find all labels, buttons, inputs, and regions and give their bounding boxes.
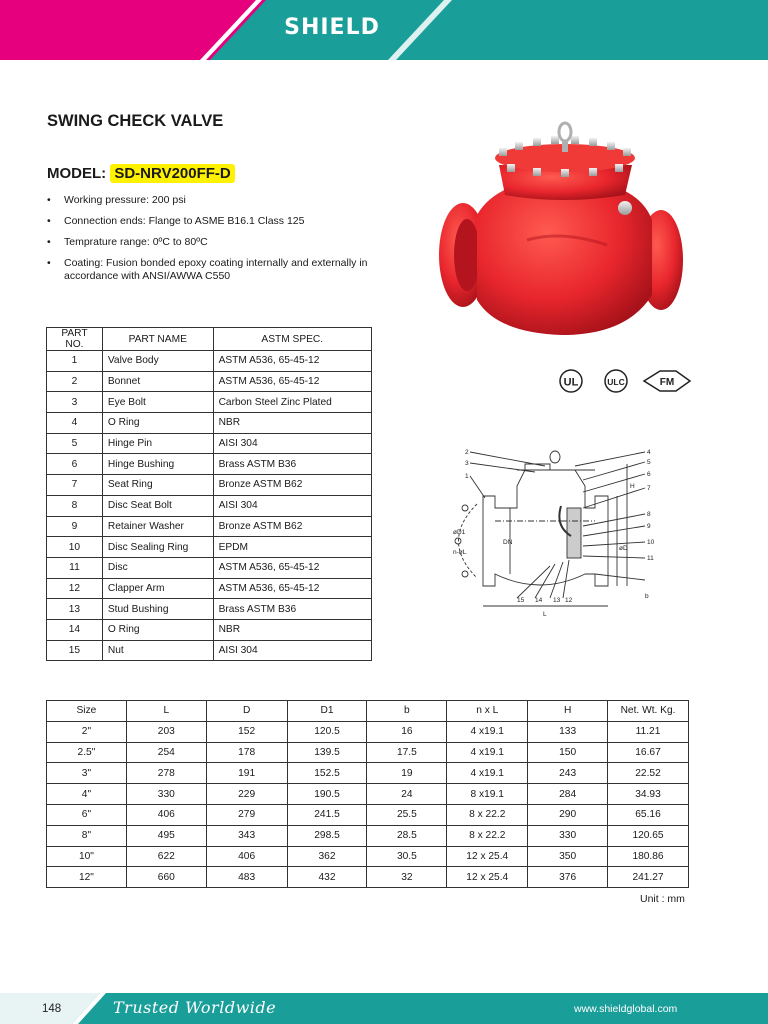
parts-table-cell: ASTM A536, 65-45-12 (213, 557, 371, 578)
ul-mark (560, 370, 582, 392)
dimension-table-cell: 10" (47, 846, 127, 867)
dimension-table-cell: 24 (367, 784, 447, 805)
drawing-bolt-hole (455, 538, 461, 544)
drawing-bolt-hole (462, 571, 468, 577)
parts-table-cell: Valve Body (102, 351, 213, 372)
parts-table-cell: AISI 304 (213, 640, 371, 661)
spec-list (47, 194, 392, 291)
parts-table-cell: O Ring (102, 619, 213, 640)
parts-table-cell: 10 (47, 537, 103, 558)
dimension-table-cell: 254 (126, 742, 206, 763)
parts-table-cell: ASTM A536, 65-45-12 (213, 351, 371, 372)
eye-bolt (559, 123, 571, 141)
dimension-table-cell: 406 (206, 846, 287, 867)
dimension-table-cell: 8 x19.1 (447, 784, 528, 805)
dimension-header-cell: Size (47, 701, 127, 722)
callout-10: 10 (647, 539, 655, 546)
parts-table-cell: 4 (47, 413, 103, 434)
dimension-table-cell: 34.93 (608, 784, 689, 805)
dimension-table-cell: 16 (367, 721, 447, 742)
dimension-table-cell: 30.5 (367, 846, 447, 867)
parts-table-cell: 11 (47, 557, 103, 578)
dimension-table-cell: 229 (206, 784, 287, 805)
parts-table-cell: Disc Seat Bolt (102, 495, 213, 516)
dimension-header-cell: Net. Wt. Kg. (608, 701, 689, 722)
parts-table-cell: O Ring (102, 413, 213, 434)
drawing-bolt-hole (462, 505, 468, 511)
dimension-table-row (47, 846, 689, 867)
technical-drawing (455, 446, 690, 621)
dimension-table-cell: 2.5" (47, 742, 127, 763)
parts-table-row (47, 537, 372, 558)
callout-12: 12 (565, 597, 573, 604)
parts-table-row (47, 454, 372, 475)
dimension-table-row (47, 763, 689, 784)
parts-table-cell: Nut (102, 640, 213, 661)
side-plug (618, 201, 632, 215)
header-band (0, 0, 768, 60)
dimension-header-cell: n x L (447, 701, 528, 722)
dimension-table-cell: 203 (126, 721, 206, 742)
dimension-table-cell: 2" (47, 721, 127, 742)
eye-bolt-shank (562, 140, 568, 152)
parts-table-cell: Retainer Washer (102, 516, 213, 537)
dimension-table-cell: 12" (47, 867, 127, 888)
model-line (47, 165, 235, 182)
dimension-table-cell: 284 (528, 784, 608, 805)
callout-5: 5 (647, 459, 651, 466)
dimension-table-cell: 22.52 (608, 763, 689, 784)
dimension-table-cell: 622 (126, 846, 206, 867)
spec-item: • Temprature range: 0ºC to 80ºC (47, 236, 392, 249)
dim-label-L: L (543, 611, 547, 618)
parts-table-cell: AISI 304 (213, 495, 371, 516)
parts-table-row (47, 413, 372, 434)
dimension-table-row (47, 825, 689, 846)
dimension-header-cell: D1 (287, 701, 367, 722)
parts-table-cell: ASTM A536, 65-45-12 (213, 578, 371, 599)
callout-1: 1 (465, 473, 469, 480)
parts-table-cell: Brass ASTM B36 (213, 599, 371, 620)
brand-logo: SHIELD (284, 15, 380, 40)
fm-mark (644, 371, 690, 391)
dimension-table-cell: 350 (528, 846, 608, 867)
model-code: SD-NRV200FF-D (110, 164, 234, 183)
dimension-table-cell: 4 x19.1 (447, 742, 528, 763)
dim-label-D: øD (619, 545, 628, 552)
parts-table-cell: 3 (47, 392, 103, 413)
parts-table-cell: 12 (47, 578, 103, 599)
parts-table-row (47, 619, 372, 640)
parts-table-cell: NBR (213, 619, 371, 640)
dimension-table-cell: 8 x 22.2 (447, 825, 528, 846)
valve-photo (437, 120, 687, 345)
dimension-table-cell: 150 (528, 742, 608, 763)
dimension-table-cell: 191 (206, 763, 287, 784)
parts-table-cell: Clapper Arm (102, 578, 213, 599)
parts-table-row (47, 557, 372, 578)
parts-table-cell: 1 (47, 351, 103, 372)
dimension-table-cell: 6" (47, 804, 127, 825)
dimension-table-cell: 3" (47, 763, 127, 784)
dimension-table-cell: 178 (206, 742, 287, 763)
dimension-table-cell: 12 x 25.4 (447, 846, 528, 867)
parts-table-cell: 15 (47, 640, 103, 661)
dimension-table-cell: 4 x19.1 (447, 763, 528, 784)
dimension-table-cell: 483 (206, 867, 287, 888)
dimension-table-cell: 12 x 25.4 (447, 867, 528, 888)
dimension-table-cell: 190.5 (287, 784, 367, 805)
dim-label-D1: øD1 (453, 529, 466, 536)
parts-table-cell: Bronze ASTM B62 (213, 475, 371, 496)
parts-table-body (47, 351, 372, 661)
dimension-table-cell: 330 (528, 825, 608, 846)
dimension-table-cell: 180.86 (608, 846, 689, 867)
dimension-table-row (47, 867, 689, 888)
dimension-table-cell: 19 (367, 763, 447, 784)
parts-table-cell: ASTM A536, 65-45-12 (213, 371, 371, 392)
parts-table-row (47, 392, 372, 413)
dimension-table-cell: 120.65 (608, 825, 689, 846)
parts-table-cell: Disc Sealing Ring (102, 537, 213, 558)
dimension-table-cell: 278 (126, 763, 206, 784)
dimension-table-cell: 65.16 (608, 804, 689, 825)
certification-marks (556, 366, 696, 396)
dimension-header-cell: L (126, 701, 206, 722)
parts-table-cell: Bronze ASTM B62 (213, 516, 371, 537)
parts-table-cell: 9 (47, 516, 103, 537)
dimension-table-row (47, 742, 689, 763)
fm-mark-text: FM (659, 377, 675, 388)
dimension-table (46, 700, 689, 888)
parts-table-cell: 7 (47, 475, 103, 496)
parts-table-cell: Hinge Bushing (102, 454, 213, 475)
parts-table-cell: EPDM (213, 537, 371, 558)
dim-label-b: b (645, 593, 649, 600)
dimension-table-cell: 8 x 22.2 (447, 804, 528, 825)
dimension-table-cell: 406 (126, 804, 206, 825)
dimension-table-cell: 152 (206, 721, 287, 742)
parts-table-row (47, 578, 372, 599)
parts-table-row (47, 640, 372, 661)
spec-item: • Coating: Fusion bonded epoxy coating internally and externally in accordance with ANSI/AWWA C550 (47, 257, 392, 282)
dimension-table-cell: 376 (528, 867, 608, 888)
dimension-table-cell: 17.5 (367, 742, 447, 763)
callout-15: 15 (517, 597, 525, 604)
ulc-mark (605, 370, 627, 392)
dimension-table-cell: 330 (126, 784, 206, 805)
callout-13: 13 (553, 597, 561, 604)
dimension-table-cell: 4 x19.1 (447, 721, 528, 742)
parts-table-cell: Seat Ring (102, 475, 213, 496)
callout-14: 14 (535, 597, 543, 604)
dimension-table-cell: 28.5 (367, 825, 447, 846)
parts-table-cell: 13 (47, 599, 103, 620)
product-title: SWING CHECK VALVE (47, 112, 224, 130)
parts-table-cell: Disc (102, 557, 213, 578)
dimension-table-cell: 660 (126, 867, 206, 888)
parts-table-row (47, 516, 372, 537)
callout-3: 3 (465, 460, 469, 467)
dim-label-DN: DN (503, 539, 513, 546)
dimension-table-row (47, 721, 689, 742)
dimension-header-cell: H (528, 701, 608, 722)
unit-note: Unit : mm (640, 893, 685, 905)
parts-table-row (47, 433, 372, 454)
dimension-table-cell: 152.5 (287, 763, 367, 784)
spec-item: • Connection ends: Flange to ASME B16.1 Class 125 (47, 215, 392, 228)
dimension-table-cell: 362 (287, 846, 367, 867)
parts-table-cell: Bonnet (102, 371, 213, 392)
dimension-table-cell: 4" (47, 784, 127, 805)
dimension-table-cell: 298.5 (287, 825, 367, 846)
parts-table (46, 327, 372, 661)
dimension-table-cell: 25.5 (367, 804, 447, 825)
dimension-table-cell: 16.67 (608, 742, 689, 763)
dimension-header-cell: D (206, 701, 287, 722)
dimension-table-cell: 243 (528, 763, 608, 784)
dim-label-nL: n-øL (453, 549, 467, 556)
dimension-table-cell: 343 (206, 825, 287, 846)
dim-label-H: H (630, 483, 635, 490)
callout-11: 11 (647, 555, 654, 562)
dimension-table-cell: 495 (126, 825, 206, 846)
callout-7: 7 (647, 485, 651, 492)
page-number: 148 (42, 1003, 62, 1015)
dimension-table-row (47, 784, 689, 805)
footer-slogan: Trusted Worldwide (113, 998, 277, 1017)
dimension-table-cell: 120.5 (287, 721, 367, 742)
parts-header-row (47, 328, 372, 351)
parts-table-cell: 6 (47, 454, 103, 475)
parts-table-cell: 2 (47, 371, 103, 392)
spec-item: • Working pressure: 200 psi (47, 194, 392, 207)
parts-table-cell: AISI 304 (213, 433, 371, 454)
dimension-table-cell: 32 (367, 867, 447, 888)
dimension-table-cell: 139.5 (287, 742, 367, 763)
parts-table-cell: 14 (47, 619, 103, 640)
ulc-mark-text: ULC (607, 377, 625, 387)
parts-table-cell: 5 (47, 433, 103, 454)
parts-table-row (47, 371, 372, 392)
dimension-header-cell: b (367, 701, 447, 722)
model-label: MODEL: (47, 165, 107, 182)
parts-table-row (47, 475, 372, 496)
parts-table-cell: Stud Bushing (102, 599, 213, 620)
dimension-table-cell: 8" (47, 825, 127, 846)
dimension-table-cell: 241.5 (287, 804, 367, 825)
callout-4: 4 (647, 449, 651, 456)
callout-8: 8 (647, 511, 651, 518)
parts-header-cell: PART NO. (47, 328, 103, 351)
parts-table-cell: Carbon Steel Zinc Plated (213, 392, 371, 413)
dimension-table-cell: 432 (287, 867, 367, 888)
dimension-table-body (47, 721, 689, 887)
callout-9: 9 (647, 523, 651, 530)
dimension-header-row (47, 701, 689, 722)
drawing-eye-bolt (550, 451, 560, 463)
footer-website-link[interactable]: www.shieldglobal.com (574, 1003, 678, 1015)
dimension-table-cell: 279 (206, 804, 287, 825)
callout-2: 2 (465, 449, 469, 456)
parts-table-row (47, 599, 372, 620)
drawing-disc (567, 508, 581, 558)
parts-table-cell: Eye Bolt (102, 392, 213, 413)
parts-table-cell: Brass ASTM B36 (213, 454, 371, 475)
parts-table-cell: 8 (47, 495, 103, 516)
dimension-table-cell: 133 (528, 721, 608, 742)
dimension-table-row (47, 804, 689, 825)
parts-header-cell: PART NAME (102, 328, 213, 351)
dimension-table-cell: 11.21 (608, 721, 689, 742)
parts-table-cell: Hinge Pin (102, 433, 213, 454)
parts-header-cell: ASTM SPEC. (213, 328, 371, 351)
parts-table-cell: NBR (213, 413, 371, 434)
parts-table-row (47, 495, 372, 516)
callout-6: 6 (647, 471, 651, 478)
left-flange-bore (454, 219, 480, 291)
dimension-table-cell: 290 (528, 804, 608, 825)
ul-mark-text: UL (563, 376, 579, 389)
dimension-table-cell: 241.27 (608, 867, 689, 888)
parts-table-row (47, 351, 372, 372)
